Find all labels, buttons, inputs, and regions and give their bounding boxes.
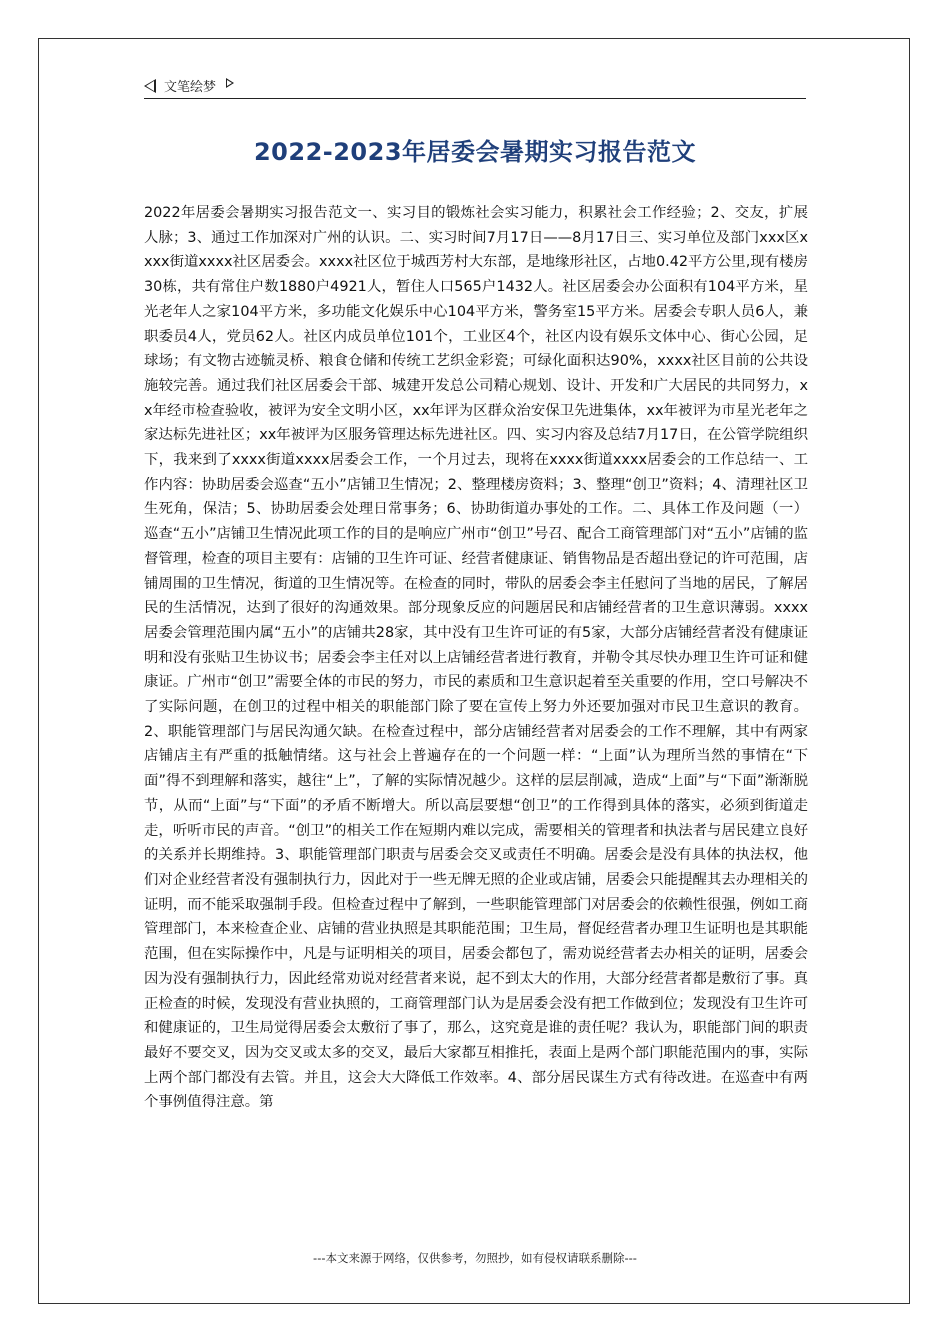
- header-brand: 文笔绘梦: [164, 80, 217, 95]
- triangle-left-icon: [144, 79, 156, 93]
- document-body: 2022年居委会暑期实习报告范文一、实习目的锻炼社会实习能力，积累社会工作经验；2、交友，扩展人脉；3、通过工作加深对广州的认识。二、实习时间7月17日——8月17日三、实习单位及部门xxx区xxxx街道xxxx社区居委会。xxxx社区位于城西芳村大东部，是地缘形社区，占地0.42平方公里,现有楼房30栋，共有常住户数1880户4921人，暂住人口565户1432人。社区居委会办公面积有104平方米，星光老年人之家104平方米，多功能文化娱乐中心104平方米，警务室15平方米。居委会专职人员6人，兼职委员4人，党员62人。社区内成员单位101个，工业区4个，社区内设有娱乐文体中心、街心公园，足球场；有文物古迹毓灵桥、粮食仓储和传统工艺织金彩瓷；可绿化面积达90%，xxxx社区目前的公共设施较完善。通过我们社区居委会干部、城建开发总公司精心规划、设计、开发和广大居民的共同努力，xx年经市检查验收，被评为安全文明小区，xx年评为区群众治安保卫先进集体，xx年被评为市星光老年之家达标先进社区；xx年被评为区服务管理达标先进社区。四、实习内容及总结7月17日，在公管学院组织下，我来到了xxxx街道xxxx居委会工作，一个月过去，现将在xxxx街道xxxx居委会的工作总结一、工作内容：协助居委会巡查“五小”店铺卫生情况；2、整理楼房资料；3、整理“创卫”资料；4、清理社区卫生死角，保洁；5、协助居委会处理日常事务；6、协助街道办事处的工作。二、具体工作及问题（一）巡查“五小”店铺卫生情况此项工作的目的是响应广州市“创卫”号召、配合工商管理部门对“五小”店铺的监督管理，检查的项目主要有：店铺的卫生许可证、经营者健康证、销售物品是否超出登记的许可范围，店铺周围的卫生情况，街道的卫生情况等。在检查的同时，带队的居委会李主任慰问了当地的居民，了解居民的生活情况，达到了很好的沟通效果。部分现象反应的问题居民和店铺经营者的卫生意识薄弱。xxxx居委会管理范围内属“五小”的店铺共28家，其中没有卫生许可证的有5家，大部分店铺经营者没有健康证明和没有张贴卫生协议书；居委会李主任对以上店铺经营者进行教育，并勒令其尽快办理卫生许可证和健康证。广州市“创卫”需要全体的市民的努力，市民的素质和卫生意识起着至关重要的作用，空口号解决不了实际问题，在创卫的过程中相关的职能部门除了要在宣传上努力外还要加强对市民卫生意识的教育。2、职能管理部门与居民沟通欠缺。在检查过程中，部分店铺经营者对居委会的工作不理解，其中有两家店铺店主有严重的抵触情绪。这与社会上普遍存在的一个问题一样：“上面”认为理所当然的事情在“下面”得不到理解和落实，越往“上”，了解的实际情况越少。这样的层层削减，造成“上面”与“下面”渐渐脱节，从而“上面”与“下面”的矛盾不断增大。所以高层要想“创卫”的工作得到具体的落实，必须到街道走走，听听市民的声音。“创卫”的相关工作在短期内难以完成，需要相关的管理者和执法者与居民建立良好的关系并长期维持。3、职能管理部门职责与居委会交叉或责任不明确。居委会是没有具体的执法权，他们对企业经营者没有强制执行力，因此对于一些无牌无照的企业或店铺，居委会只能提醒其去办理相关的证明，而不能采取强制手段。但检查过程中了解到，一些职能管理部门对居委会的依赖性很强，例如工商管理部门，本来检查企业、店铺的营业执照是其职能范围；卫生局，督促经营者办理卫生证明也是其职能范围，但在实际操作中，凡是与证明相关的项目，居委会都包了，需劝说经营者去办相关的证明，居委会因为没有强制执行力，因此经常劝说对经营者来说，起不到太大的作用，大部分经营者都是敷衍了事。真正检查的时候，发现没有营业执照的，工商管理部门认为是居委会没有把工作做到位；发现没有卫生许可和健康证的，卫生局觉得居委会太敷衍了事了，那么，这究竟是谁的责任呢？我认为，职能部门间的职责最好不要交叉，因为交叉或太多的交叉，最后大家都互相推托，表面上是两个部门职能范围内的事，实际上两个部门都没有去管。并且，这会大大降低工作效率。4、部分居民谋生方式有待改进。在巡查中有两个事例值得注意。第: [144, 205, 808, 1111]
- document-title: 2022-2023年居委会暑期实习报告范文: [253, 138, 697, 166]
- header-brand-group: [144, 76, 234, 95]
- page-header: [144, 74, 806, 99]
- footer-notice: ---本文来源于网络，仅供参考，勿照抄，如有侵权请联系删除---: [313, 1251, 637, 1265]
- triangle-right-icon: [226, 78, 234, 88]
